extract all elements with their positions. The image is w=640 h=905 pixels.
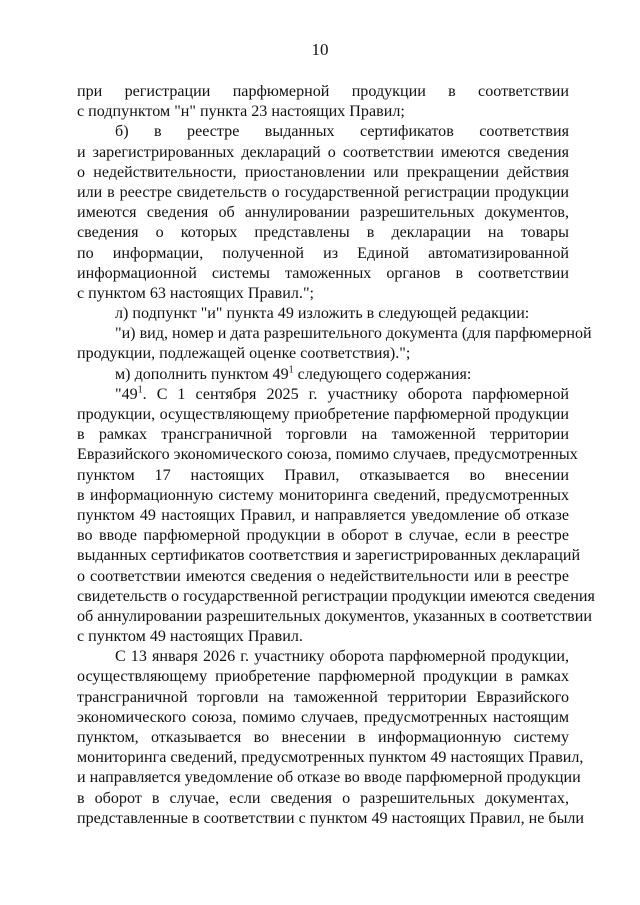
line-text: в оборот в случае, если сведения о разрешительных документах, — [77, 789, 569, 807]
line-text: сведения о которых представлены в декларации на товары — [77, 224, 569, 242]
line-text: б) в реестре выданных сертификатов соответствия — [115, 123, 569, 141]
line-text: "49 — [115, 385, 138, 403]
line-text: экономического союза, помимо случаев, предусмотренных настоящим — [77, 708, 569, 726]
text-line — [77, 425, 569, 445]
line-text: информационной системы таможенных органов в соответствии — [77, 264, 569, 282]
text-line — [77, 526, 569, 546]
text-line — [77, 486, 569, 506]
line-text: представленные в соответствии с пунктом 49 настоящих Правил, не были — [77, 809, 585, 827]
text-line — [77, 344, 569, 364]
text-line — [77, 244, 569, 264]
line-text: в рамках трансграничной торговли на таможенной территории — [77, 426, 569, 444]
text-line — [77, 324, 592, 344]
line-text: о недействительности, приостановлении или прекращении действия — [77, 163, 569, 181]
line-text: свидетельств о государственной регистрации продукции имеются сведения — [77, 587, 595, 605]
line-text: Евразийского экономического союза, помимо случаев, предусмотренных — [77, 446, 578, 464]
text-line — [77, 304, 569, 324]
text-line — [77, 284, 569, 304]
text-line — [77, 82, 569, 102]
text-line — [77, 587, 595, 607]
text-line — [77, 728, 569, 748]
text-line — [77, 506, 569, 526]
text-line — [77, 466, 569, 486]
line-text: продукции, осуществляющему приобретение парфюмерной продукции — [77, 406, 569, 423]
text-line — [77, 567, 569, 587]
text-line — [77, 809, 585, 829]
text-line — [77, 768, 581, 788]
text-line — [77, 102, 569, 122]
line-text: пунктом 17 настоящих Правил, отказывается во внесении — [77, 466, 569, 484]
text-line — [77, 405, 569, 425]
text-line — [77, 708, 569, 728]
line-text: м) дополнить пунктом 49 — [115, 365, 289, 383]
text-line — [77, 688, 569, 708]
line-text: пунктом 49 настоящих Правил, и направляется уведомление об отказе — [77, 506, 569, 524]
superscript: 1 — [137, 384, 143, 396]
line-text: и зарегистрированных деклараций о соответствии имеются сведения — [77, 143, 569, 161]
text-line — [77, 122, 569, 142]
line-text: при регистрации парфюмерной продукции в соответствии — [77, 83, 569, 100]
text-line — [77, 264, 569, 284]
text-line — [77, 183, 569, 203]
line-text: осуществляющему приобретение парфюмерной продукции в рамках — [77, 668, 569, 686]
text-line — [77, 223, 569, 243]
line-text: по информации, полученной из Единой автоматизированной — [77, 244, 569, 262]
text-line — [77, 445, 578, 465]
text-line — [77, 647, 569, 667]
line-text: в информационную систему мониторинга сведений, предусмотренных — [77, 486, 569, 504]
text-line — [77, 789, 569, 809]
text-line — [77, 546, 581, 566]
line-text: о соответствии имеются сведения о недействительности или в реестре — [77, 567, 569, 585]
line-text: с пунктом 49 настоящих Правил. — [77, 628, 303, 646]
line-text: л) подпункт "и" пункта 49 изложить в следующей редакции: — [115, 305, 530, 323]
line-text: с подпунктом "н" пункта 23 настоящих Правил; — [77, 103, 405, 121]
text-line — [77, 143, 569, 163]
text-line — [77, 667, 569, 687]
line-text: и направляется уведомление об отказе во вводе парфюмерной продукции — [77, 769, 581, 787]
text-line — [77, 748, 584, 768]
line-text: об аннулировании разрешительных документов, указанных в соответствии — [77, 607, 592, 625]
line-text-continued: . С 1 сентября 2025 г. участнику оборота парфюмерной — [142, 385, 569, 403]
line-text: выданных сертификатов соответствия и зарегистрированных деклараций — [77, 547, 581, 565]
superscript: 1 — [288, 364, 294, 376]
text-line — [77, 163, 569, 183]
text-line — [77, 627, 569, 647]
line-text: имеются сведения об аннулировании разрешительных документов, — [77, 204, 569, 222]
page-number: 10 — [311, 40, 329, 59]
text-line — [77, 607, 592, 627]
line-text: с пунктом 63 настоящих Правил."; — [77, 284, 314, 302]
text-line — [77, 385, 569, 405]
line-text: продукции, подлежащей оценке соответствия)."; — [77, 345, 411, 363]
text-line — [77, 203, 569, 223]
line-text: С 13 января 2026 г. участнику оборота парфюмерной продукции, — [115, 648, 569, 666]
text-line — [77, 365, 569, 385]
line-text-continued: следующего содержания: — [293, 365, 472, 383]
document-body — [77, 82, 595, 829]
line-text: или в реестре свидетельств о государственной регистрации продукции — [77, 183, 569, 201]
line-text: "и) вид, номер и дата разрешительного документа (для парфюмерной — [115, 325, 592, 343]
line-text: мониторинга сведений, предусмотренных пунктом 49 настоящих Правил, — [77, 749, 584, 767]
line-text: во вводе парфюмерной продукции в оборот в случае, если в реестре — [77, 527, 569, 545]
line-text: трансграничной торговли на таможенной территории Евразийского — [77, 688, 569, 706]
line-text: пунктом, отказывается во внесении в информационную систему — [77, 729, 569, 746]
